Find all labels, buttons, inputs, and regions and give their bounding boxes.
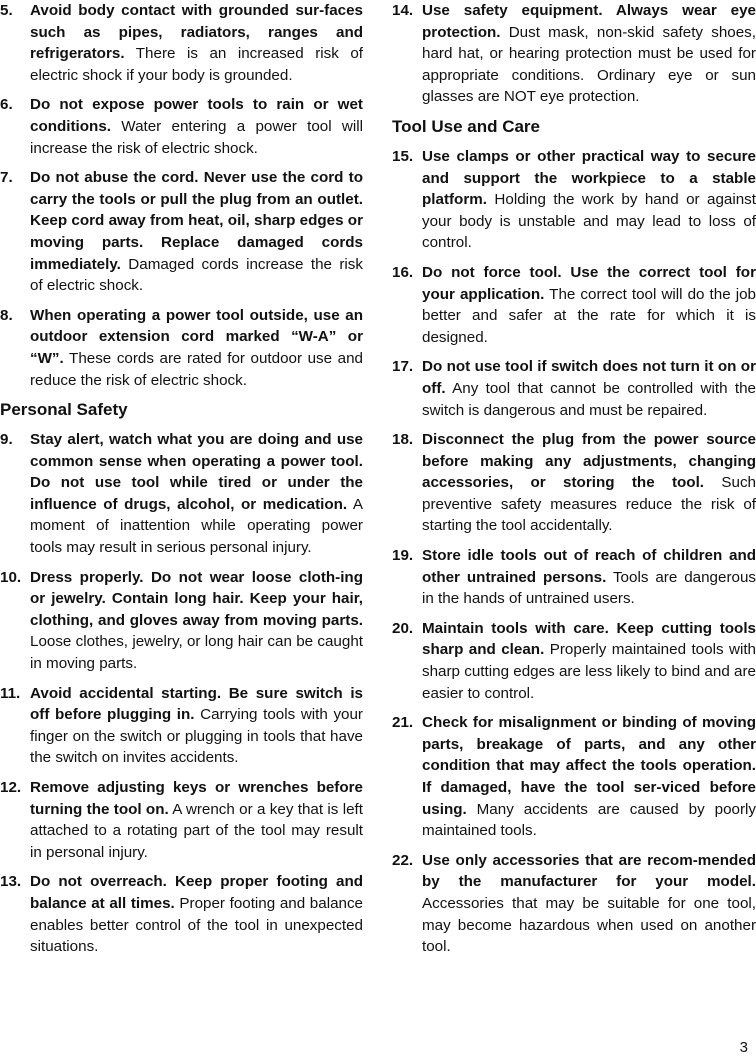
item-number: 16. <box>392 263 414 281</box>
item-number: 9. <box>0 431 13 449</box>
safety-item <box>392 429 756 537</box>
safety-item <box>0 0 363 86</box>
item-number: 13. <box>0 873 22 891</box>
item-number: 22. <box>392 851 414 869</box>
safety-list-right-b <box>392 146 756 958</box>
item-lead: Avoid accidental starting. Be sure switch is off before plugging in. <box>30 684 363 724</box>
item-lead: Use clamps or other practical way to secure and support the workpiece to a stable platform. <box>422 147 756 209</box>
item-number: 15. <box>392 147 414 165</box>
item-text: Properly maintained tools with sharp cutting edges are less likely to bind and are easier to control. <box>422 641 756 702</box>
safety-list-left-b <box>0 429 363 958</box>
item-text: Such preventive safety measures reduce the risk of starting the tool accidentally. <box>422 474 756 535</box>
item-lead: Store idle tools out of reach of children and other untrained persons. <box>422 547 756 586</box>
item-number: 12. <box>0 779 22 796</box>
safety-item <box>0 429 363 559</box>
item-lead: Do not abuse the cord. Never use the cord to carry the tools or pull the plug from an outlet. Keep cord away from heat, oil, sharp edges or moving parts. Replace damaged cords immediately. <box>30 169 363 273</box>
item-text: A moment of inattention while operating power tools may result in serious personal injury. <box>30 495 363 557</box>
item-text: There is an increased risk of electric shock if your body is grounded. <box>30 45 363 84</box>
item-number: 7. <box>0 169 13 187</box>
item-text: Holding the work by hand or against your body is unstable and may lead to loss of control. <box>422 191 756 252</box>
item-lead: Do not force tool. Use the correct tool for your application. <box>422 263 756 303</box>
safety-item <box>0 567 363 675</box>
section-heading-tool-use-and-care: Tool Use and Care <box>392 116 540 136</box>
item-lead: Do not overreach. Keep proper footing and balance at all times. <box>30 873 363 912</box>
item-text: Many accidents are caused by poorly maintained tools. <box>422 800 756 840</box>
item-number: 17. <box>392 358 414 376</box>
item-text: Any tool that cannot be controlled with the switch is dangerous and must be repaired. <box>422 379 756 419</box>
item-text: Water entering a power tool will increase the risk of electric shock. <box>30 117 363 157</box>
item-number: 20. <box>392 619 414 637</box>
item-lead: When operating a power tool outside, use an outdoor extension cord marked “W-A” or “W”. <box>30 306 363 367</box>
safety-item <box>0 683 363 769</box>
item-number: 14. <box>392 2 414 19</box>
item-text: Carrying tools with your finger on the switch or plugging in tools that have the switch on invites accidents. <box>30 706 363 767</box>
safety-list-right-a <box>392 0 756 108</box>
item-number: 8. <box>0 306 13 324</box>
left-column <box>0 0 363 966</box>
item-lead: Stay alert, watch what you are doing and use common sense when operating a power tool. Do not use tool while tired or under the influence of drugs, alcohol, or medication. <box>30 431 363 513</box>
item-number: 11. <box>0 684 21 702</box>
item-number: 6. <box>0 96 13 114</box>
item-text: The correct tool will do the job better and safer at the rate for which it is designed. <box>422 285 756 346</box>
item-number: 19. <box>392 547 414 565</box>
item-lead: Use only accessories that are recom-mended by the manufacturer for your model. <box>422 851 756 891</box>
safety-item <box>392 850 756 958</box>
safety-item <box>0 777 363 863</box>
item-lead: Do not expose power tools to rain or wet conditions. <box>30 96 363 135</box>
item-lead: Disconnect the plug from the power source before making any adjustments, changing accessories, or storing the tool. <box>422 431 756 492</box>
item-text: Proper footing and balance enables better control of the tool in unexpected situations. <box>30 894 363 956</box>
safety-item <box>392 262 756 348</box>
item-text: Accessories that may be suitable for one tool, may become hazardous when used on another tool. <box>422 894 756 956</box>
item-text: Damaged cords increase the risk of electric shock. <box>30 255 363 295</box>
safety-list-left-a <box>0 0 363 391</box>
item-lead: Use safety equipment. Always wear eye protection. <box>422 2 756 41</box>
item-lead: Do not use tool if switch does not turn it on or off. <box>422 358 756 397</box>
item-lead: Dress properly. Do not wear loose cloth-ing or jewelry. Contain long hair. Keep your hair, clothing, and gloves away from moving parts. <box>30 568 363 629</box>
item-number: 21. <box>392 714 414 732</box>
safety-item <box>0 871 363 957</box>
safety-item <box>392 356 756 421</box>
item-text: These cords are rated for outdoor use and reduce the risk of electric shock. <box>30 349 363 389</box>
safety-item <box>392 0 756 108</box>
safety-item <box>392 146 756 254</box>
safety-item <box>392 618 756 704</box>
item-text: Loose clothes, jewelry, or long hair can be caught in moving parts. <box>30 633 363 673</box>
item-lead: Avoid body contact with grounded sur-faces such as pipes, radiators, ranges and refrigerators. <box>30 2 363 63</box>
right-column <box>392 0 756 966</box>
safety-item <box>0 94 363 159</box>
item-number: 10. <box>0 568 22 586</box>
item-number: 5. <box>0 2 13 19</box>
item-lead: Maintain tools with care. Keep cutting tools sharp and clean. <box>422 619 756 659</box>
safety-item <box>392 545 756 610</box>
safety-item <box>392 712 756 842</box>
page-number: 3 <box>739 1039 748 1056</box>
section-heading-personal-safety: Personal Safety <box>0 400 128 420</box>
item-text: A wrench or a key that is left attached to a rotating part of the tool may result in personal injury. <box>30 800 363 861</box>
item-text: Dust mask, non-skid safety shoes, hard hat, or hearing protection must be used for appropriate conditions. Ordinary eye or sun glasses are NOT eye protection. <box>422 23 756 106</box>
safety-item <box>0 305 363 391</box>
safety-item <box>0 167 363 297</box>
item-lead: Remove adjusting keys or wrenches before turning the tool on. <box>30 779 363 818</box>
item-number: 18. <box>392 431 414 449</box>
item-text: Tools are dangerous in the hands of untrained users. <box>422 568 756 608</box>
item-lead: Check for misalignment or binding of moving parts, breakage of parts, and any other condition that may affect the tools operation. If damaged, have the tool ser-viced before using. <box>422 714 756 818</box>
